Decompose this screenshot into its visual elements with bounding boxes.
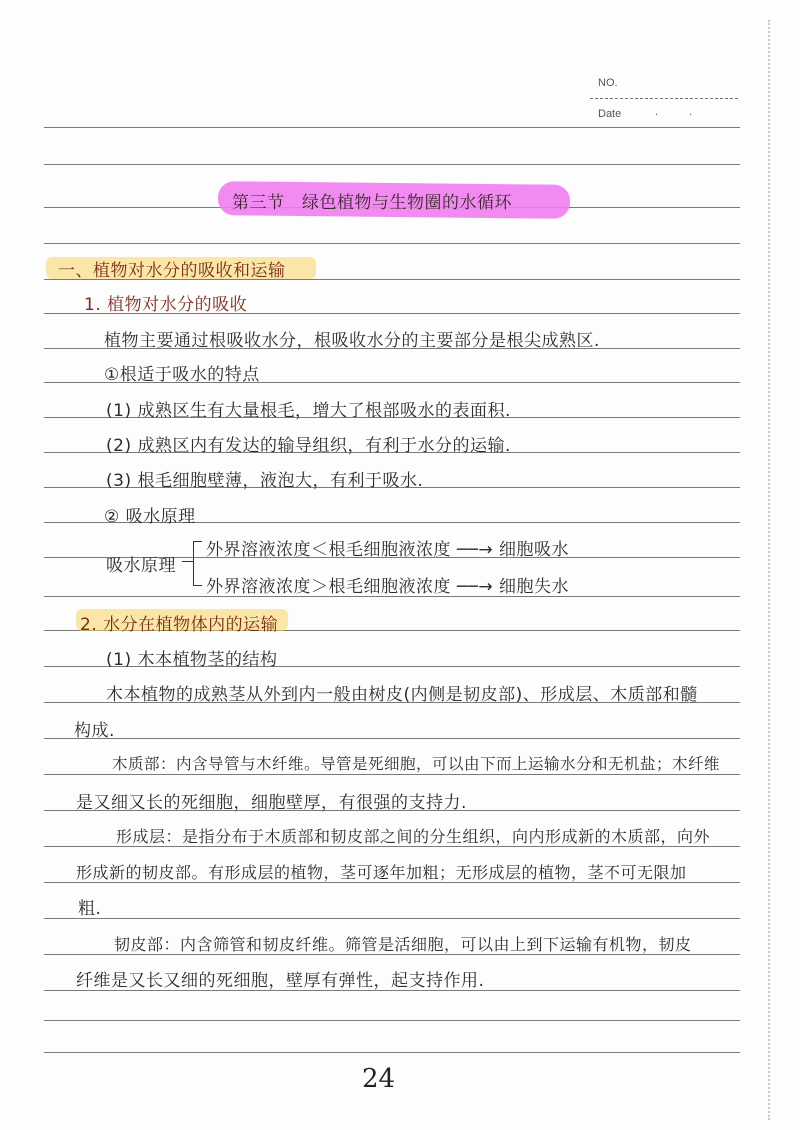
- ruled-line: [44, 1052, 740, 1053]
- paragraph-line: 韧皮部：内含筛管和韧皮纤维。筛管是活细胞，可以由上到下运输有机物，韧皮: [114, 935, 692, 954]
- list-item: (2) 成熟区内有发达的输导组织，有利于水分的运输.: [106, 436, 511, 456]
- ruled-line: [44, 1020, 740, 1021]
- ruled-line: [44, 774, 740, 775]
- principle-line: 外界溶液浓度＞根毛细胞液浓度 ──→ 细胞失水: [206, 577, 570, 597]
- paragraph-line: 形成层：是指分布于木质部和韧皮部之间的分生组织，向内形成新的木质部，向外: [116, 827, 711, 846]
- paragraph-line: 是又细又长的死细胞，细胞壁厚，有很强的支持力.: [76, 793, 467, 813]
- ruled-line: [44, 127, 740, 128]
- date-label: Date: [598, 108, 622, 120]
- principle-line: 外界溶液浓度＜根毛细胞液浓度 ──→ 细胞吸水: [206, 540, 570, 560]
- paragraph-line: 木本植物的成熟茎从外到内一般由树皮(内侧是韧皮部)、形成层、木质部和髓: [106, 685, 698, 705]
- brace: [193, 585, 202, 586]
- paragraph-line: 粗.: [78, 899, 102, 919]
- brace: [193, 541, 204, 585]
- paragraph-line: 纤维是又长又细的死细胞，壁厚有弹性，起支持作用.: [76, 971, 485, 991]
- point-heading: (1) 木本植物茎的结构: [106, 650, 278, 670]
- point-heading: ② 吸水原理: [104, 507, 196, 527]
- ruled-line: [44, 918, 740, 919]
- subsection-heading: 1. 植物对水分的吸收: [84, 295, 248, 315]
- subsection-heading: 2. 水分在植物体内的运输: [80, 615, 279, 635]
- intro-text: 植物主要通过根吸收水分，根吸收水分的主要部分是根尖成熟区.: [104, 331, 600, 351]
- list-item: (3) 根毛细胞壁薄，液泡大，有利于吸水.: [106, 471, 424, 491]
- no-line: [590, 98, 738, 99]
- paragraph-line: 形成新的韧皮部。有形成层的植物，茎可逐年加粗；无形成层的植物，茎不可无限加: [76, 863, 687, 882]
- ruled-line: [44, 164, 740, 165]
- point-heading: ①根适于吸水的特点: [104, 365, 260, 385]
- ruled-line: [44, 243, 740, 244]
- binder-edge: [768, 20, 772, 1120]
- page-title: 第三节 绿色植物与生物圈的水循环: [232, 193, 512, 213]
- ruled-line: [44, 738, 740, 739]
- page-number: 24: [362, 1064, 396, 1094]
- no-label: NO.: [598, 77, 618, 89]
- list-item: (1) 成熟区生有大量根毛，增大了根部吸水的表面积.: [106, 401, 511, 421]
- paragraph-line: 构成.: [74, 721, 115, 741]
- paragraph-line: 木质部：内含导管与木纤维。导管是死细胞，可以由下而上运输水分和无机盐；木纤维: [112, 755, 721, 773]
- date-dots: . .: [655, 106, 707, 118]
- section-heading: 一、植物对水分的吸收和运输: [58, 261, 286, 281]
- principle-label: 吸水原理: [106, 556, 176, 576]
